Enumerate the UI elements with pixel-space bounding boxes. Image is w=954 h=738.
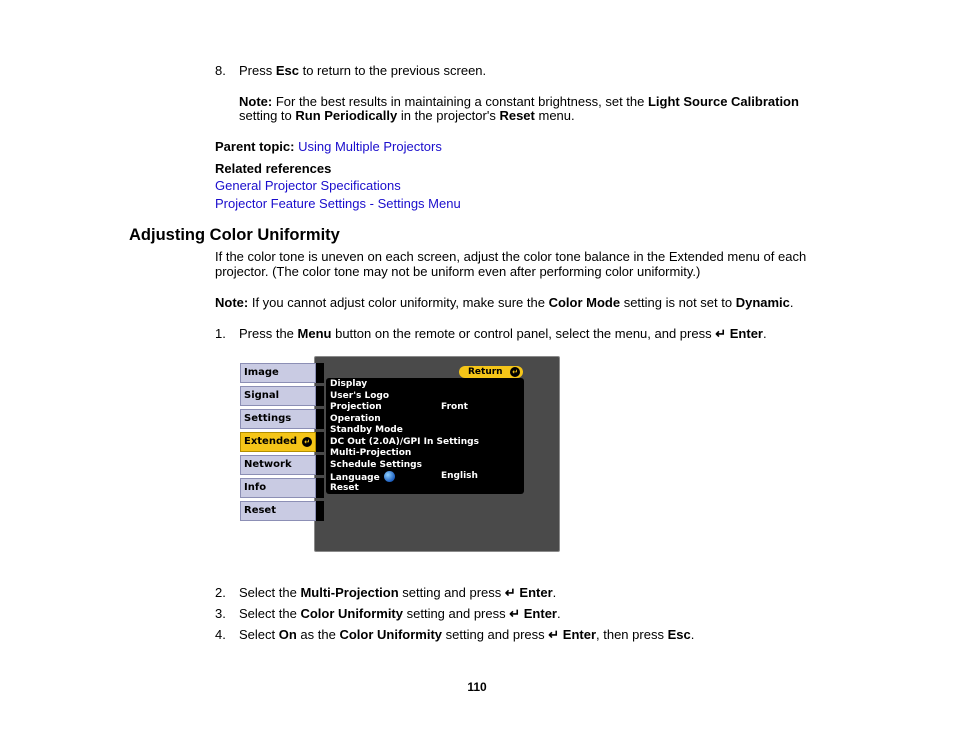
menu-tab-reset[interactable]: Reset [240, 501, 316, 521]
related-link-settings-menu[interactable] [215, 196, 461, 211]
submenu-item-dc-out[interactable]: DC Out (2.0A)/GPI In Settings [330, 436, 479, 447]
enter-icon: ↵ [510, 367, 520, 377]
page-number: 110 [467, 680, 487, 694]
tab-divider [316, 478, 324, 498]
section-title: Adjusting Color Uniformity [129, 226, 340, 244]
related-references-label: Related references [215, 161, 332, 176]
submenu-item-projection[interactable]: Projection Front [330, 402, 468, 412]
submenu-item-reset[interactable]: Reset [330, 482, 359, 493]
note-line-2: setting to Run Periodically in the projector's Reset menu. [239, 108, 575, 123]
submenu-item-display[interactable]: Display [330, 379, 368, 389]
step-3-text: Select the Color Uniformity setting and press ↵ Enter. [239, 606, 561, 621]
language-value: English [441, 471, 478, 481]
related-link-1[interactable]: Projector Feature Settings - Settings Menu [215, 196, 461, 211]
menu-tab-image[interactable]: Image [240, 363, 316, 383]
intro-line-1: If the color tone is uneven on each screen, adjust the color tone balance in the Extended menu of each [215, 249, 807, 264]
parent-topic-link[interactable]: Using Multiple Projectors [298, 139, 442, 154]
enter-return-arrow-icon: ↵ [504, 585, 516, 600]
tab-divider [316, 386, 324, 406]
enter-return-arrow-icon: ↵ [548, 627, 560, 642]
step-4-number: 4. [215, 627, 226, 642]
menu-tab-extended[interactable]: Extended ↵ [240, 432, 316, 452]
step-1-number: 1. [215, 326, 226, 341]
menu-tab-signal[interactable]: Signal [240, 386, 316, 406]
projection-value: Front [441, 402, 468, 412]
menu-tab-settings[interactable]: Settings [240, 409, 316, 429]
enter-return-arrow-icon: ↵ [715, 326, 727, 341]
projector-menu-screenshot [240, 356, 560, 552]
step-8-number: 8. [215, 63, 226, 78]
step-1-text: Press the Menu button on the remote or control panel, select the menu, and press ↵ Enter. [239, 326, 767, 341]
note-line-1: Note: For the best results in maintaining a constant brightness, set the Light Source Calibration [239, 94, 799, 109]
menu-tab-info[interactable]: Info [240, 478, 316, 498]
submenu-item-multi-projection[interactable]: Multi-Projection [330, 448, 412, 458]
enter-return-arrow-icon: ↵ [509, 606, 521, 621]
tab-divider [316, 432, 324, 452]
step-2-number: 2. [215, 585, 226, 600]
note-color-mode: Note: If you cannot adjust color uniformity, make sure the Color Mode setting is not set to Dynamic. [215, 295, 794, 310]
submenu-item-standby-mode[interactable]: Standby Mode [330, 425, 403, 435]
step-3-number: 3. [215, 606, 226, 621]
parent-topic: Parent topic: Using Multiple Projectors [215, 139, 442, 154]
tab-divider [316, 455, 324, 475]
submenu-item-schedule-settings[interactable]: Schedule Settings [330, 459, 422, 470]
menu-tab-network[interactable]: Network [240, 455, 316, 475]
enter-icon: ↵ [302, 437, 312, 447]
tab-divider [316, 501, 324, 521]
tab-divider [316, 363, 324, 383]
related-link-0[interactable]: General Projector Specifications [215, 178, 401, 193]
step-4-text: Select On as the Color Uniformity setting and press ↵ Enter, then press Esc. [239, 627, 695, 642]
submenu-item-users-logo[interactable]: User's Logo [330, 390, 389, 401]
globe-icon [384, 471, 395, 482]
submenu-item-operation[interactable]: Operation [330, 413, 381, 424]
submenu-item-language[interactable]: Language English [330, 471, 478, 483]
tab-divider [316, 409, 324, 429]
related-link-specifications[interactable] [215, 178, 401, 193]
step-2-text: Select the Multi-Projection setting and press ↵ Enter. [239, 585, 557, 600]
extended-submenu [326, 378, 524, 494]
step-8-text: Press Esc to return to the previous screen. [239, 63, 487, 78]
intro-line-2: projector. (The color tone may not be uniform even after performing color uniformity.) [215, 264, 701, 279]
return-button[interactable]: Return ↵ [459, 366, 523, 378]
